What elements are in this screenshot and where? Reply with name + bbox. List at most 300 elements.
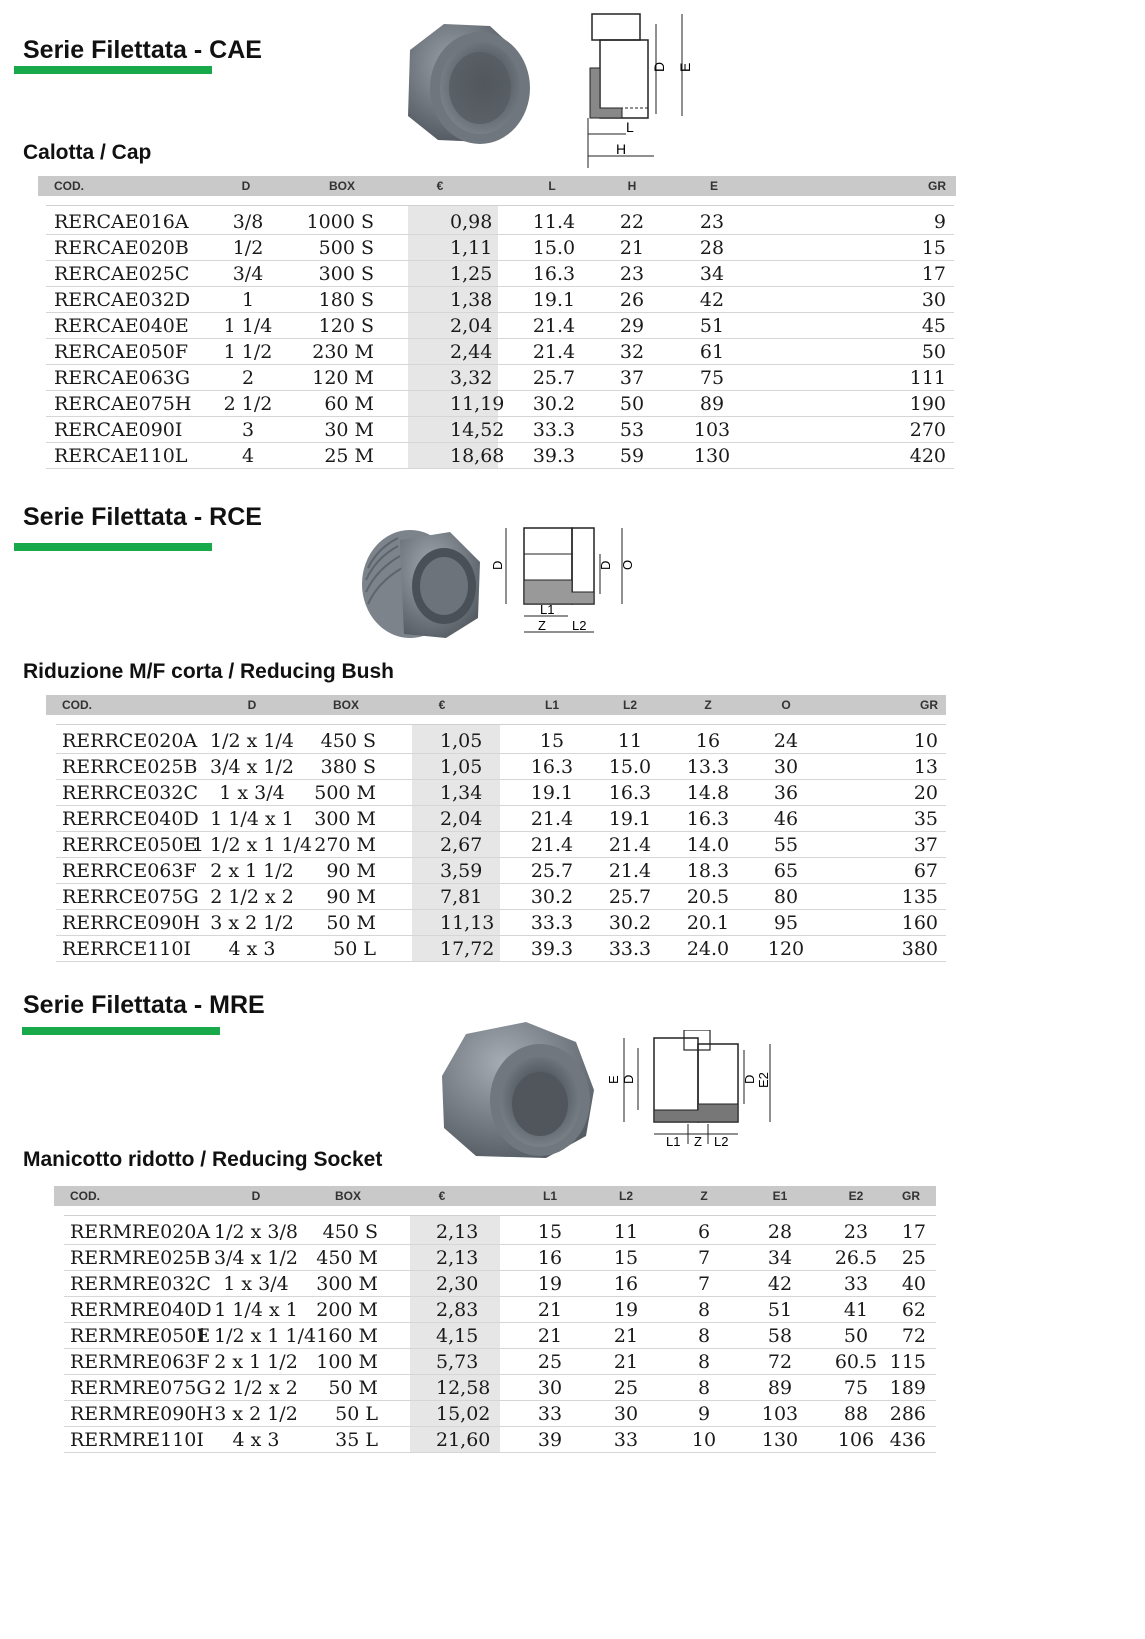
table-cell: 34: [767, 1247, 793, 1269]
table-cell: 2,83: [436, 1299, 479, 1321]
product-code: RERRCE075G: [62, 886, 199, 908]
table-cell: 11,13: [440, 912, 495, 934]
table-cell: 34: [699, 263, 725, 285]
diagram-label: E: [606, 1075, 621, 1084]
table-cell: 15,02: [436, 1403, 491, 1425]
diagram-label: D: [651, 61, 667, 72]
table-cell: 3: [241, 419, 255, 441]
table-cell: 33.3: [530, 912, 574, 934]
table-cell: 88: [843, 1403, 869, 1425]
table-cell: 450 S: [322, 1221, 378, 1243]
table-cell: 1 1/2 x 1 1/4: [191, 834, 313, 856]
table-cell: 72: [767, 1351, 793, 1373]
table-cell: 2,30: [436, 1273, 479, 1295]
table-cell: 50: [921, 341, 946, 363]
table-cell: 33: [613, 1429, 639, 1451]
table-cell: 39: [537, 1429, 563, 1451]
product-code: RERCAE110L: [54, 445, 188, 467]
table-cell: 4 x 3: [232, 1429, 280, 1451]
table-cell: 75: [843, 1377, 869, 1399]
table-cell: 95: [773, 912, 799, 934]
table-cell: 2 x 1 1/2: [210, 860, 294, 882]
bush-photo: [358, 518, 488, 644]
table-cell: 12,58: [436, 1377, 491, 1399]
table-cell: 160 M: [316, 1325, 378, 1347]
product-code: RERCAE040E: [54, 315, 189, 337]
table-cell: 21.4: [530, 834, 574, 856]
table-header: [54, 1186, 936, 1206]
table-cell: 1: [241, 289, 255, 311]
section-title: Serie Filettata - RCE: [23, 503, 262, 531]
table-cell: 135: [901, 886, 938, 908]
table-cell: 2: [241, 367, 255, 389]
table-cell: 21: [537, 1299, 563, 1321]
table-cell: 11: [613, 1221, 639, 1243]
table-cell: 14.8: [686, 782, 730, 804]
table-cell: 36: [773, 782, 799, 804]
table-cell: 18.3: [686, 860, 730, 882]
table-cell: 270: [909, 419, 946, 441]
table-rule: [64, 1215, 936, 1216]
table-cell: 65: [773, 860, 799, 882]
table-row: [64, 1244, 936, 1271]
table-cell: 50 L: [335, 1403, 378, 1425]
table-cell: 1 x 3/4: [219, 782, 285, 804]
product-code: RERCAE020B: [54, 237, 189, 259]
product-code: RERMRE063F: [70, 1351, 210, 1373]
column-header: Z: [700, 1189, 708, 1203]
table-cell: 3/4: [232, 263, 264, 285]
table-cell: 21.4: [608, 860, 652, 882]
table-cell: 11,19: [450, 393, 505, 415]
table-cell: 15.0: [532, 237, 576, 259]
table-cell: 24: [773, 730, 799, 752]
table-cell: 7,81: [440, 886, 483, 908]
column-header: BOX: [328, 179, 356, 193]
table-cell: 25: [613, 1377, 639, 1399]
diagram-label: L1: [666, 1134, 681, 1146]
table-cell: 20.5: [686, 886, 730, 908]
product-code: RERRCE032C: [62, 782, 198, 804]
table-cell: 55: [773, 834, 799, 856]
table-cell: 2 1/2 x 2: [214, 1377, 298, 1399]
table-cell: 1 1/4 x 1: [214, 1299, 298, 1321]
column-header: BOX: [332, 698, 360, 712]
table-cell: 15: [537, 1221, 563, 1243]
column-header: L2: [618, 1189, 634, 1203]
table-cell: 1 1/2 x 1 1/4: [195, 1325, 317, 1347]
diagram-label: O: [620, 559, 635, 570]
diagram-label: E2: [756, 1072, 771, 1088]
table-cell: 89: [699, 393, 725, 415]
table-cell: 189: [889, 1377, 926, 1399]
table-cell: 8: [697, 1299, 711, 1321]
table-cell: 23: [843, 1221, 869, 1243]
section-title: Serie Filettata - CAE: [23, 36, 262, 64]
table-row: [56, 727, 946, 754]
table-cell: 180 S: [318, 289, 374, 311]
table-cell: 29: [619, 315, 645, 337]
socket-photo: [436, 1016, 598, 1162]
table-cell: 42: [767, 1273, 793, 1295]
table-row: [46, 260, 954, 287]
table-cell: 106: [837, 1429, 875, 1451]
table-cell: 25: [537, 1351, 563, 1373]
table-cell: 1000 S: [306, 211, 374, 233]
product-code: RERMRE020A: [70, 1221, 211, 1243]
table-cell: 19: [613, 1299, 639, 1321]
table-cell: 3/8: [232, 211, 264, 233]
table-row: [64, 1218, 936, 1245]
table-cell: 21.4: [532, 341, 576, 363]
table-cell: 420: [909, 445, 946, 467]
table-cell: 1,34: [440, 782, 483, 804]
table-row: [56, 753, 946, 780]
column-header: GR: [920, 698, 938, 712]
product-code: RERCAE025C: [54, 263, 190, 285]
diagram-label: Z: [538, 618, 546, 633]
table-cell: 26: [619, 289, 645, 311]
table-rule: [56, 724, 946, 725]
product-code: RERMRE025B: [70, 1247, 211, 1269]
table-cell: 500 S: [318, 237, 374, 259]
table-cell: 2,04: [440, 808, 483, 830]
table-cell: 286: [889, 1403, 926, 1425]
table-cell: 103: [693, 419, 731, 441]
table-cell: 17: [901, 1221, 926, 1243]
table-cell: 90 M: [326, 886, 376, 908]
table-cell: 7: [697, 1247, 711, 1269]
table-cell: 17: [921, 263, 946, 285]
table-cell: 100 M: [316, 1351, 378, 1373]
product-code: RERCAE050F: [54, 341, 189, 363]
table-cell: 50 M: [326, 912, 376, 934]
table-cell: 30: [921, 289, 946, 311]
table-row: [64, 1270, 936, 1297]
table-cell: 3 x 2 1/2: [214, 1403, 298, 1425]
table-cell: 1 1/2: [223, 341, 273, 363]
table-cell: 30 M: [324, 419, 374, 441]
column-header: O: [781, 698, 791, 712]
table-cell: 21.4: [530, 808, 574, 830]
table-cell: 30.2: [532, 393, 576, 415]
table-cell: 25 M: [324, 445, 374, 467]
table-cell: 41: [843, 1299, 869, 1321]
column-header: GR: [902, 1189, 920, 1203]
table-cell: 24.0: [686, 938, 730, 960]
table-cell: 9: [933, 211, 946, 233]
bush-drawing: [488, 524, 638, 640]
table-cell: 16.3: [686, 808, 730, 830]
table-cell: 32: [619, 341, 645, 363]
table-row: [46, 338, 954, 365]
table-cell: 20: [913, 782, 938, 804]
diagram-label: D: [490, 560, 505, 570]
table-cell: 1/2: [232, 237, 264, 259]
column-header: BOX: [334, 1189, 362, 1203]
table-cell: 22: [619, 211, 645, 233]
table-row: [56, 857, 946, 884]
table-cell: 19.1: [530, 782, 574, 804]
table-cell: 111: [909, 367, 946, 389]
title-underline: [14, 543, 212, 551]
table-row: [56, 909, 946, 936]
table-cell: 25.7: [608, 886, 652, 908]
table-cell: 15: [539, 730, 565, 752]
column-header: Z: [704, 698, 712, 712]
diagram-label: D: [742, 1074, 757, 1084]
table-cell: 0,98: [450, 211, 493, 233]
table-cell: 1,38: [450, 289, 493, 311]
table-cell: 13.3: [686, 756, 730, 778]
column-header: E1: [772, 1189, 788, 1203]
product-code: RERCAE032D: [54, 289, 191, 311]
table-cell: 16: [537, 1247, 563, 1269]
table-cell: 8: [697, 1377, 711, 1399]
table-cell: 50 M: [328, 1377, 378, 1399]
table-cell: 28: [767, 1221, 793, 1243]
column-header: €: [436, 179, 444, 193]
diagram-label: H: [616, 141, 627, 157]
table-cell: 15.0: [608, 756, 652, 778]
table-cell: 2 1/2 x 2: [210, 886, 294, 908]
table-cell: 1,05: [440, 730, 483, 752]
diagram-label: D: [598, 560, 613, 570]
table-cell: 1 1/4: [223, 315, 273, 337]
table-cell: 300 S: [318, 263, 374, 285]
section-title: Serie Filettata - MRE: [23, 991, 265, 1019]
table-cell: 270 M: [314, 834, 376, 856]
diagram-label: Z: [694, 1134, 702, 1146]
table-cell: 30: [537, 1377, 563, 1399]
table-cell: 37: [619, 367, 645, 389]
section-subtitle: Calotta / Cap: [23, 141, 152, 164]
table-cell: 20.1: [686, 912, 730, 934]
table-cell: 500 M: [314, 782, 376, 804]
table-cell: 3,59: [440, 860, 483, 882]
table-cell: 21: [537, 1325, 563, 1347]
table-cell: 6: [697, 1221, 711, 1243]
table-cell: 16: [695, 730, 721, 752]
table-cell: 26.5: [834, 1247, 878, 1269]
table-cell: 16.3: [530, 756, 574, 778]
table-cell: 9: [697, 1403, 711, 1425]
table-row: [56, 883, 946, 910]
diagram-label: L1: [540, 602, 555, 617]
column-header: L1: [542, 1189, 558, 1203]
product-code: RERMRE050E: [70, 1325, 211, 1347]
table-cell: 51: [699, 315, 725, 337]
table-cell: 14,52: [450, 419, 505, 441]
table-cell: 1/2 x 1/4: [210, 730, 294, 752]
table-cell: 35: [913, 808, 938, 830]
table-cell: 39.3: [532, 445, 576, 467]
table-cell: 160: [901, 912, 938, 934]
table-cell: 19.1: [532, 289, 576, 311]
table-row: [64, 1374, 936, 1401]
table-cell: 50 L: [333, 938, 376, 960]
table-cell: 11: [617, 730, 643, 752]
table-cell: 10: [691, 1429, 717, 1451]
table-cell: 380 S: [320, 756, 376, 778]
table-cell: 10: [913, 730, 938, 752]
table-cell: 21.4: [532, 315, 576, 337]
table-cell: 7: [697, 1273, 711, 1295]
column-header: E: [709, 179, 719, 193]
product-code: RERRCE040D: [62, 808, 199, 830]
table-cell: 3/4 x 1/2: [214, 1247, 298, 1269]
column-header: L: [548, 179, 556, 193]
table-cell: 33.3: [532, 419, 576, 441]
table-cell: 120: [767, 938, 805, 960]
table-cell: 2,13: [436, 1221, 479, 1243]
diagram-label: E: [677, 62, 693, 72]
table-cell: 16.3: [532, 263, 576, 285]
table-cell: 450 M: [316, 1247, 378, 1269]
table-header: [38, 176, 956, 196]
table-row: [64, 1322, 936, 1349]
table-cell: 200 M: [316, 1299, 378, 1321]
table-cell: 21.4: [608, 834, 652, 856]
table-cell: 51: [767, 1299, 793, 1321]
column-header: D: [241, 179, 251, 193]
product-code: RERCAE016A: [54, 211, 189, 233]
table-cell: 33: [843, 1273, 869, 1295]
table-cell: 436: [889, 1429, 926, 1451]
table-cell: 30.2: [530, 886, 574, 908]
table-cell: 190: [909, 393, 946, 415]
table-cell: 2,44: [450, 341, 493, 363]
table-cell: 1 x 3/4: [223, 1273, 289, 1295]
cap-drawing: [578, 8, 708, 168]
section-subtitle: Riduzione M/F corta / Reducing Bush: [23, 660, 395, 683]
table-cell: 33.3: [608, 938, 652, 960]
column-header: €: [438, 698, 446, 712]
table-cell: 39.3: [530, 938, 574, 960]
table-cell: 23: [619, 263, 645, 285]
column-header: COD.: [70, 1189, 100, 1203]
table-row: [46, 390, 954, 417]
table-cell: 58: [767, 1325, 793, 1347]
product-code: RERRCE020A: [62, 730, 198, 752]
table-cell: 19.1: [608, 808, 652, 830]
product-code: RERMRE032C: [70, 1273, 211, 1295]
table-row: [64, 1400, 936, 1427]
table-cell: 46: [773, 808, 799, 830]
table-cell: 300 M: [314, 808, 376, 830]
table-cell: 4 x 3: [228, 938, 276, 960]
table-cell: 103: [761, 1403, 799, 1425]
table-row: [56, 935, 946, 962]
table-cell: 72: [901, 1325, 926, 1347]
table-cell: 30: [773, 756, 799, 778]
table-cell: 23: [699, 211, 725, 233]
table-cell: 130: [693, 445, 731, 467]
table-cell: 21: [619, 237, 645, 259]
table-cell: 8: [697, 1351, 711, 1373]
table-cell: 80: [773, 886, 799, 908]
product-code: RERCAE075H: [54, 393, 192, 415]
table-cell: 15: [613, 1247, 639, 1269]
table-row: [46, 208, 954, 235]
table-cell: 45: [921, 315, 946, 337]
table-cell: 300 M: [316, 1273, 378, 1295]
table-cell: 50: [843, 1325, 869, 1347]
table-row: [64, 1296, 936, 1323]
table-cell: 33: [537, 1403, 563, 1425]
table-cell: 90 M: [326, 860, 376, 882]
column-header: E2: [848, 1189, 864, 1203]
table-cell: 115: [889, 1351, 926, 1373]
table-cell: 2 x 1 1/2: [214, 1351, 298, 1373]
table-cell: 5,73: [436, 1351, 479, 1373]
table-cell: 2 1/2: [223, 393, 273, 415]
product-code: RERCAE090I: [54, 419, 183, 441]
table-cell: 17,72: [440, 938, 495, 960]
table-cell: 89: [767, 1377, 793, 1399]
socket-drawing: [604, 1030, 784, 1146]
table-cell: 13: [913, 756, 938, 778]
table-cell: 60.5: [834, 1351, 878, 1373]
table-row: [46, 312, 954, 339]
table-cell: 3,32: [450, 367, 493, 389]
table-cell: 67: [913, 860, 938, 882]
table-cell: 130: [761, 1429, 799, 1451]
diagram-label: L: [626, 119, 634, 135]
section-subtitle: Manicotto ridotto / Reducing Socket: [23, 1148, 383, 1171]
table-cell: 14.0: [686, 834, 730, 856]
table-cell: 30: [613, 1403, 639, 1425]
table-rule: [46, 205, 954, 206]
table-cell: 15: [921, 237, 946, 259]
column-header: L1: [544, 698, 560, 712]
table-row: [64, 1348, 936, 1375]
column-header: D: [251, 1189, 261, 1203]
cap-photo: [392, 12, 540, 152]
product-code: RERRCE063F: [62, 860, 197, 882]
table-cell: 60 M: [324, 393, 374, 415]
table-cell: 2,13: [436, 1247, 479, 1269]
table-cell: 1,11: [450, 237, 493, 259]
table-cell: 4: [241, 445, 255, 467]
table-header: [46, 695, 946, 715]
product-code: RERRCE050E: [62, 834, 198, 856]
table-cell: 3/4 x 1/2: [210, 756, 294, 778]
table-cell: 37: [913, 834, 938, 856]
title-underline: [22, 1027, 220, 1035]
table-cell: 16: [613, 1273, 639, 1295]
table-cell: 1 1/4 x 1: [210, 808, 294, 830]
column-header: GR: [928, 179, 946, 193]
column-header: €: [438, 1189, 446, 1203]
table-cell: 21,60: [436, 1429, 491, 1451]
table-cell: 450 S: [320, 730, 376, 752]
table-cell: 1,05: [440, 756, 483, 778]
table-cell: 42: [699, 289, 725, 311]
column-header: COD.: [62, 698, 92, 712]
product-code: RERMRE090H: [70, 1403, 213, 1425]
table-cell: 1,25: [450, 263, 493, 285]
diagram-label: D: [621, 1074, 636, 1084]
diagram-label: L2: [572, 618, 587, 633]
table-row: [56, 831, 946, 858]
column-header: H: [627, 179, 637, 193]
product-code: RERRCE025B: [62, 756, 198, 778]
table-cell: 4,15: [436, 1325, 479, 1347]
table-cell: 2,04: [450, 315, 493, 337]
table-cell: 18,68: [450, 445, 505, 467]
table-cell: 25.7: [532, 367, 576, 389]
